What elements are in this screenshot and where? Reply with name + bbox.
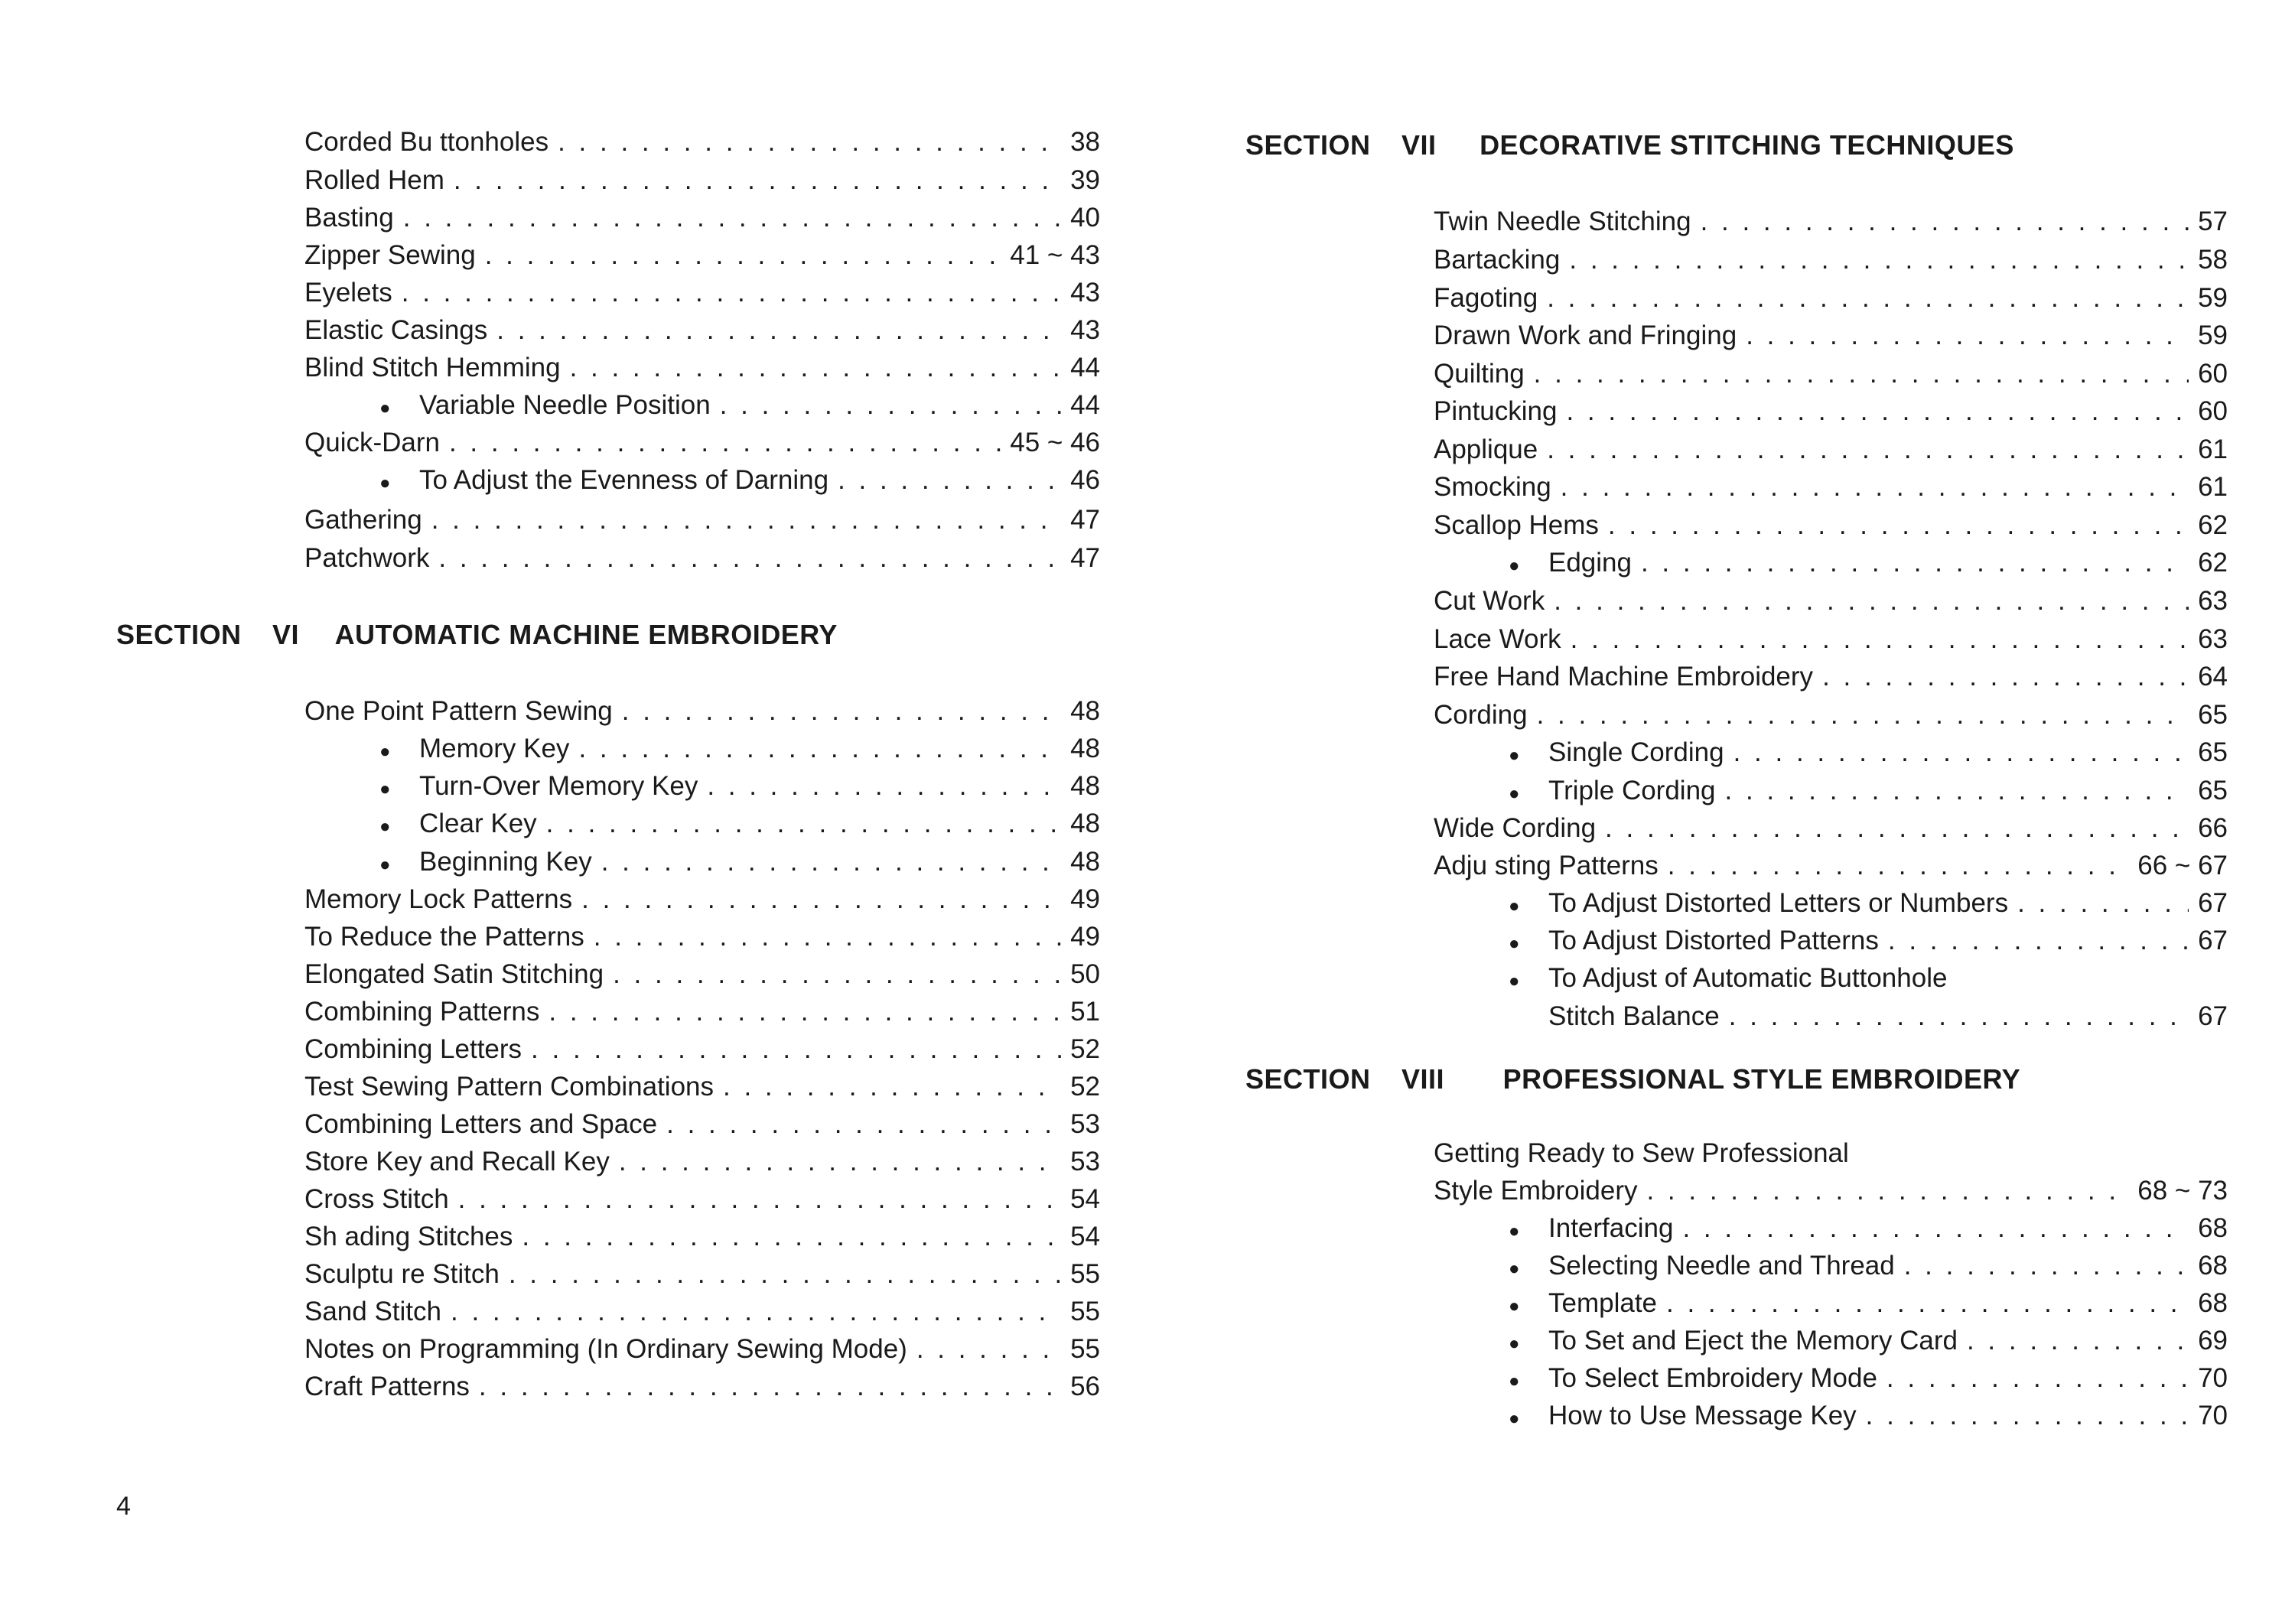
toc-entry: One Point Pattern Sewing . . . 48 bbox=[304, 695, 1100, 728]
toc-entry: Adju sting Patterns . . . 66 ~ 67 bbox=[1434, 849, 2228, 883]
toc-entry: Elongated Satin Stitching . . . 50 bbox=[304, 958, 1100, 991]
toc-subentry: ● Edging . . . 62 bbox=[1548, 546, 2228, 580]
toc-subentry-continuation: Stitch Balance . . . 67 bbox=[1548, 1000, 2228, 1033]
toc-entry: Twin Needle Stitching . . . 57 bbox=[1434, 205, 2228, 239]
toc-entry: Combining Patterns . . . 51 bbox=[304, 995, 1100, 1029]
toc-entry: Rolled Hem . . . 39 bbox=[304, 164, 1100, 197]
toc-subentry: ● To Select Embroidery Mode . . . 70 bbox=[1548, 1362, 2228, 1395]
toc-subentry: ● Memory Key . . . 48 bbox=[419, 732, 1100, 766]
toc-entry: Quilting . . . 60 bbox=[1434, 357, 2228, 391]
toc-entry: Pintucking . . . 60 bbox=[1434, 395, 2228, 428]
toc-entry: Sand Stitch . . . 55 bbox=[304, 1295, 1100, 1329]
toc-entry: Blind Stitch Hemming . . . 44 bbox=[304, 351, 1100, 385]
toc-entry: Corded Bu ttonholes . . . 38 bbox=[304, 125, 1100, 159]
toc-subentry: ● Clear Key . . . 48 bbox=[419, 807, 1100, 841]
toc-entry: Combining Letters and Space . . . 53 bbox=[304, 1108, 1100, 1141]
toc-subentry: ● To Set and Eject the Memory Card . . . 69 bbox=[1548, 1324, 2228, 1358]
toc-subentry: ● Single Cording . . . 65 bbox=[1548, 736, 2228, 770]
toc-entry: Quick-Darn . . . 45 ~ 46 bbox=[304, 426, 1100, 460]
toc-entry: Applique . . . 61 bbox=[1434, 433, 2228, 467]
toc-subentry: ● Turn-Over Memory Key . . . 48 bbox=[419, 770, 1100, 803]
toc-entry: Patchwork . . . 47 bbox=[304, 542, 1100, 575]
toc-entry: Memory Lock Patterns . . . 49 bbox=[304, 883, 1100, 916]
toc-entry: Gathering . . . 47 bbox=[304, 503, 1100, 537]
toc-entry: Craft Patterns . . . 56 bbox=[304, 1370, 1100, 1404]
toc-entry: Scallop Hems . . . 62 bbox=[1434, 509, 2228, 542]
toc-entry: Lace Work . . . 63 bbox=[1434, 623, 2228, 656]
section-vi-heading: SECTION VI AUTOMATIC MACHINE EMBROIDERY bbox=[116, 619, 838, 650]
toc-entry: Elastic Casings . . . 43 bbox=[304, 314, 1100, 347]
toc-entry: Eyelets . . . 43 bbox=[304, 276, 1100, 310]
toc-entry: To Reduce the Patterns . . . 49 bbox=[304, 920, 1100, 954]
toc-entry: Sculptu re Stitch . . . 55 bbox=[304, 1258, 1100, 1291]
toc-entry: Drawn Work and Fringing . . . 59 bbox=[1434, 319, 2228, 353]
toc-entry: Free Hand Machine Embroidery . . . 64 bbox=[1434, 660, 2228, 694]
toc-subentry: ● To Adjust Distorted Letters or Numbers . . . 67 bbox=[1548, 887, 2228, 920]
toc-entry: Style Embroidery . . . 68 ~ 73 bbox=[1434, 1174, 2228, 1208]
toc-subentry: ● Selecting Needle and Thread . . . 68 bbox=[1548, 1249, 2228, 1283]
page-number: 4 bbox=[116, 1492, 131, 1521]
toc-entry: Wide Cording . . . 66 bbox=[1434, 812, 2228, 845]
section-viii-heading: SECTION VIII PROFESSIONAL STYLE EMBROIDERY bbox=[1245, 1063, 2021, 1095]
toc-subentry: ● Variable Needle Position . . . 44 bbox=[419, 389, 1100, 422]
toc-entry: Getting Ready to Sew Professional bbox=[1434, 1138, 1849, 1168]
toc-subentry: ● How to Use Message Key . . . 70 bbox=[1548, 1399, 2228, 1433]
toc-subentry: ● Triple Cording . . . 65 bbox=[1548, 774, 2228, 808]
toc-entry: Fagoting . . . 59 bbox=[1434, 282, 2228, 315]
toc-subentry: ● Beginning Key . . . 48 bbox=[419, 845, 1100, 879]
toc-entry: Bartacking . . . 58 bbox=[1434, 243, 2228, 277]
toc-subentry: ● To Adjust the Evenness of Darning . . . 46 bbox=[419, 464, 1100, 497]
toc-entry: Combining Letters . . . 52 bbox=[304, 1033, 1100, 1066]
toc-entry: Smocking . . . 61 bbox=[1434, 470, 2228, 504]
toc-subentry: ● To Adjust of Automatic Buttonhole bbox=[1548, 962, 2228, 995]
toc-entry: Sh ading Stitches . . . 54 bbox=[304, 1220, 1100, 1254]
toc-entry: Zipper Sewing . . . 41 ~ 43 bbox=[304, 239, 1100, 272]
toc-entry: Cording . . . 65 bbox=[1434, 698, 2228, 732]
section-vii-heading: SECTION VII DECORATIVE STITCHING TECHNIQUES bbox=[1245, 129, 2014, 161]
toc-subentry: ● To Adjust Distorted Patterns . . . 67 bbox=[1548, 924, 2228, 958]
toc-entry: Basting . . . 40 bbox=[304, 201, 1100, 235]
toc-entry: Store Key and Recall Key . . . 53 bbox=[304, 1145, 1100, 1179]
toc-entry: Cut Work . . . 63 bbox=[1434, 584, 2228, 618]
toc-subentry: ● Template . . . 68 bbox=[1548, 1287, 2228, 1320]
toc-entry: Notes on Programming (In Ordinary Sewing Mode) . . . 55 bbox=[304, 1333, 1100, 1366]
toc-entry: Test Sewing Pattern Combinations . . . 52 bbox=[304, 1070, 1100, 1104]
toc-subentry: ● Interfacing . . . 68 bbox=[1548, 1212, 2228, 1245]
toc-entry: Cross Stitch . . . 54 bbox=[304, 1183, 1100, 1216]
